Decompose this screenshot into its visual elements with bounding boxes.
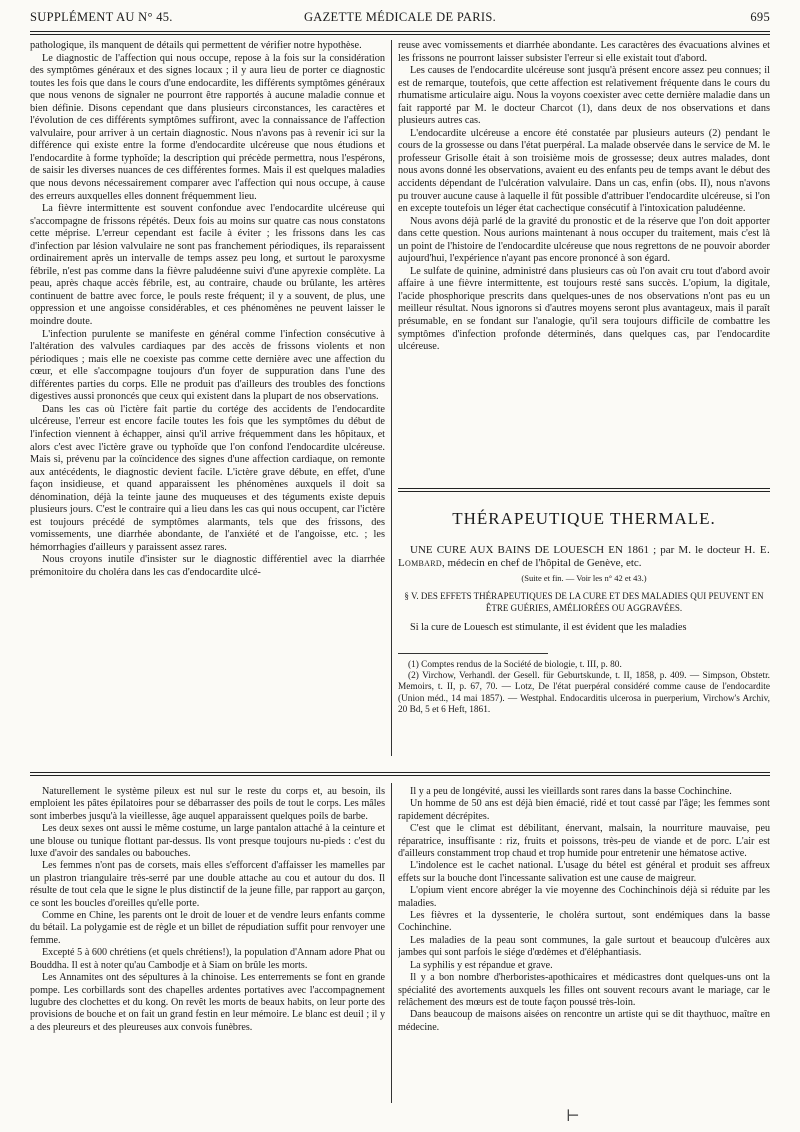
paragraph: Nous avons déjà parlé de la gravité du pronostic et de la réserve que l'on doit apporter dans cette question. Nous aurions maintenant à nous occuper du traitement, mais c'est là un point de l'histoire de l'endocardite ulcéreuse que nous regrettons de ne pouvoir aborder aujourd'hui, l'expérience n'ayant pas encore prononcé à son égard. <box>398 215 770 265</box>
author-name: H. E. Lombard <box>398 544 770 570</box>
byline-title: UNE CURE AUX BAINS DE LOUESCH EN 1861 ; par M. le docteur <box>410 544 745 556</box>
column-endocardite-left <box>30 40 385 750</box>
section-title: THÉRAPEUTIQUE THERMALE. <box>452 509 716 528</box>
footnote: (2) Virchow, Verhandl. der Gesell. für Geburtskunde, t. II, 1858, p. 409. — Simpson, Obstetr. Memoirs, t. II, p. 67, 70. — Lotz, De l'état puerpéral considéré comme cause de l'endocardite (Union méd., 14 mai 1857). — Westphal. Endocarditis ulcerosa in puerperium, Virchow's Archiv, 20 Bd, 5 et 6 Heft, 1861. <box>398 671 770 716</box>
paragraph: Excepté 5 à 600 chrétiens (et quels chrétiens!), la population d'Annam adore Phat ou Bouddha. Il est à noter qu'au Cambodje et à Siam on brûle les morts. <box>30 947 385 971</box>
header-rule <box>30 31 770 32</box>
paragraph: L'endocardite ulcéreuse a encore été constatée par plusieurs auteurs (2) pendant le cours de la grossesse ou dans l'état puerpéral. La malade observée dans le service de M. le professeur Grisolle était à son troisième mois de grossesse; deux autres malades, dont nous avons donné les observations, avaient eu des enfants peu de temps avant le début des accidents dépendant de l'ulcération valvulaire. Dans un cas, enfin (obs. II), nous n'avons pu trouver aucune cause à laquelle il fût possible d'attribuer l'endocardite ulcéreuse, si l'on en excepte toutefois un léger état cachectique consécutif à l'intoxication paludéenne. <box>398 127 770 215</box>
paragraph: Les fièvres et la dyssenterie, le choléra surtout, sont endémiques dans la basse Cochinchine. <box>398 910 770 934</box>
section-rule-double <box>398 491 770 492</box>
paragraph: Le diagnostic de l'affection qui nous occupe, repose à la fois sur la considération des symptômes généraux et des signes locaux ; il y aura lieu de porter ce diagnostic toutes les fois que dans le cours d'une endocardite, les différents symptômes généraux que nous venons de signaler ne pourront être rapportés à aucune maladie connue et bien définie. Disons cependant que dans plusieurs circonstances, les caractères et l'évolution de ces différents symptômes suffiront, avec la connaissance de l'affection valvulaire, pour arriver à un certain diagnostic. Nous n'avons pas à revenir ici sur la différence qui existe entre la forme d'endocardite ulcéreuse que nous étudions et l'endocardite à forme typhoïde; la description qui précède permettra, nous l'espérons, de saisir les diverses nuances de ces différentes formes. Mais il est quelques maladies que nous devons nécessairement comparer avec l'affection qui nous occupe, à cause des erreurs auxquelles elles donnent fréquemment lieu. <box>30 52 385 202</box>
section-rule <box>398 488 770 489</box>
header-page-number: 695 <box>750 10 770 24</box>
paragraph: Un homme de 50 ans est déjà bien émacié, ridé et tout cassé par l'âge; les femmes sont rapidement décrépites. <box>398 798 770 822</box>
paragraph: Les causes de l'endocardite ulcéreuse sont jusqu'à présent encore assez peu connues; il est de remarque, toutefois, que cette affection est relativement fréquente dans le cours du rhumatisme articulaire aigu. Nous la voyons coexister avec cette dernière maladie dans un fait rapporté par M. le docteur Charcot (1), dans deux de nos observations et dans plusieurs autres cas. <box>398 65 770 127</box>
header-journal-title: GAZETTE MÉDICALE DE PARIS. <box>303 10 497 24</box>
column-cochinchine-right <box>398 786 770 1106</box>
header-supplement: SUPPLÉMENT AU N° 45. <box>30 10 173 24</box>
paragraph: Le sulfate de quinine, administré dans plusieurs cas où l'on avait cru tout d'abord avoir affaire à une fièvre intermittente, est toujours resté sans succès. L'opium, la digitale, l'acide phosphorique prescrits dans quelques-unes de nos observations n'ont pas eu un meilleur résultat. Nous ignorons si d'autres moyens seront plus avantageux, mais il paraît présumable, en se fondant sur l'analogie, qu'il sera toujours difficile de combattre les symptômes d'infection profonde déterminés, dans quelques cas, par l'endocardite ulcéreuse. <box>398 265 770 353</box>
article-byline <box>398 544 770 570</box>
therapeutique-article <box>398 544 770 717</box>
paragraph: Comme en Chine, les parents ont le droit de louer et de vendre leurs enfants comme du bétail. La polygamie est de règle et un billet de répudiation suffit pour renvoyer une femme. <box>30 910 385 946</box>
paragraph: C'est que le climat est débilitant, énervant, malsain, la nourriture mauvaise, peu réparatrice, insuffisante : riz, fruits et poissons, très-peu de viande et de porc. L'air est d'ailleurs constamment trop chaud et trop humide pour entretenir une hématose active. <box>398 823 770 860</box>
article-opening: Si la cure de Louesch est stimulante, il est évident que les maladies <box>410 622 687 633</box>
feuilleton-rule-double <box>30 775 770 776</box>
column-endocardite-right <box>398 40 770 480</box>
paragraph: pathologique, ils manquent de détails qui permettent de vérifier notre hypothèse. <box>30 40 362 51</box>
paragraph: L'infection purulente se manifeste en général comme l'infection consécutive à l'altération des valvules cardiaques par des accès de frissons violents et non périodiques ; mais elle ne coexiste pas comme cette dernière avec une affection du cœur, et elle s'accompagne toujours d'un foyer de suppuration dans l'une des différentes parties du corps. Elle ne produit pas d'ailleurs des troubles des fonctions digestives aussi prononcés que ceux qui existent dans la plupart de nos observations. <box>30 328 385 403</box>
paragraph: Les deux sexes ont aussi le même costume, un large pantalon attaché à la ceinture et une blouse ou tunique flottant par-dessus. Ils vont presque toujours nu-pieds : c'est du luxe d'avoir des sandales ou babouches. <box>30 823 385 860</box>
paragraph: Naturellement le système pileux est nul sur le reste du corps et, au besoin, ils emploient les pâtes épilatoires pour se débarrasser des poils de tout le corps. Les mâles sont imberbes jusqu'à la vieillesse, âge auquel apparaissent quelques poils de barbe. <box>30 786 385 822</box>
continuation-note: (Suite et fin. — Voir les n° 42 et 43.) <box>521 573 647 584</box>
paragraph: reuse avec vomissements et diarrhée abondante. Les caractères des évacuations alvines et les frissons ne pourront laisser subsister l'erreur si elle existait tout d'abord. <box>398 40 770 64</box>
paragraph: Les Annamites ont des sépultures à la chinoise. Les enterrements se font en grande pompe. Les corbillards sont des chapelles ardentes portatives avec l'accompagnement lugubre des clochettes et du kong. On revêt les morts de beaux habits, on leur porte des provisions de bouche et on fait un grand festin en leur mémoire. Le blanc est deuil ; il y a des pleureurs et des pleureuses aux convois funèbres. <box>30 972 385 1033</box>
paragraph: Dans les cas où l'ictère fait partie du cortége des accidents de l'endocardite ulcéreuse, l'erreur est encore facile toutes les fois que les symptômes du début de l'infection viennent à échapper, ainsi qu'il arrive fréquemment dans les hôpitaux, et alors c'est avec l'ictère grave ou typhoïde que l'on confond l'endocardite ulcéreuse. Mais si, prévenu par la coïncidence des signes d'une affection cardiaque, on remonte aux antécédents, le diagnostic devient facile. L'ictère grave débute, en effet, d'une façon insidieuse, et quand apparaissent les phénomènes auxquels il doit sa dénomination, déjà la teinte jaune des muqueuses et des téguments existe depuis plusieurs jours. C'est le contraire qui a lieu dans les cas qui nous occupent, car l'ictère est toujours précédé de symptômes alarmants, tels que des frissons, des vomissements, une diarrhée abondante, de l'anxiété et de l'angoisse, etc. ; les hémorrhagies d'ailleurs y paraissent assez rares. <box>30 403 385 553</box>
footnote: (1) Comptes rendus de la Société de biologie, t. III, p. 80. <box>408 659 622 670</box>
column-cochinchine-left <box>30 786 385 1106</box>
paragraph: L'indolence est le cachet national. L'usage du bétel est général et produit ses affreux effets sur la bouche dont l'incessante salivation est une cause de maigreur. <box>398 860 770 884</box>
paragraph: Les femmes n'ont pas de corsets, mais elles s'efforcent d'affaisser les mamelles par un plastron triangulaire très-serré par une double attache au cou et autour du dos. Il résulte de tout cela que le signe le plus distinctif de la jeune fille, par rapport au garçon, ce sont les boucles d'oreilles qu'elle porte. <box>30 860 385 909</box>
section-heading: § V. DES EFFETS THÉRAPEUTIQUES DE LA CURE ET DES MALADIES QUI PEUVENT EN ÊTRE GUÉRIES, AMÉLIORÉES OU AGGRAVÉES. <box>404 591 764 613</box>
margin-mark-icon: ⊢ <box>566 1108 580 1125</box>
paragraph: Il y a bon nombre d'herboristes-apothicaires et médicastres dont quelques-uns ont la spécialité des avortements auxquels les filles ont souvent recours avant le mariage, car le relâchement des mœurs est de toute façon poussé très-loin. <box>398 972 770 1008</box>
paragraph: L'opium vient encore abréger la vie moyenne des Cochinchinois déjà si réduite par les maladies. <box>398 885 770 909</box>
feuilleton-rule <box>30 772 770 773</box>
footnote-rule <box>398 653 548 654</box>
page-header <box>30 10 770 28</box>
paragraph: Dans beaucoup de maisons aisées on rencontre un artiste qui se dit thaythuoc, maître en médecine. <box>398 1009 770 1033</box>
column-separator-bottom <box>391 783 392 1103</box>
paragraph: La syphilis y est répandue et grave. <box>410 959 553 971</box>
paragraph: Les maladies de la peau sont communes, la gale surtout et beaucoup d'ulcères aux jambes qui sont parfois le siége d'œdèmes et d'éléphantiasis. <box>398 934 770 959</box>
header-rule-double <box>30 34 770 35</box>
paragraph: Il y a peu de longévité, aussi les vieillards sont rares dans la basse Cochinchine. <box>410 786 732 797</box>
paragraph: La fièvre intermittente est souvent confondue avec l'endocardite ulcéreuse qui s'accompagne de frissons répétés. Deux fois au moins sur quatre cas nous constatons cette méprise. L'erreur cependant est facile à éviter ; les frissons dans les cas d'infection par lésion valvulaire ne sont pas franchement périodiques, ils reparaissent ordinairement après un intervalle de temps assez peu long, et surtout le paroxysme fébrile, n'est pas comme dans la fièvre paludéenne suivi d'une apyrexie complète. La peau, après chaque accès fébrile, est, au contraire, chaude ou brûlante, les artères continuent de battre avec force, le pouls reste fréquent; il y a souvent, de plus, une oppression et une angoisse considérables, et ces phénomènes ne peuvent laisser le moindre doute. <box>30 203 385 328</box>
author-title: , médecin en chef de l'hôpital de Genève, etc. <box>441 557 642 570</box>
column-separator-top <box>391 40 392 756</box>
paragraph: Nous croyons inutile d'insister sur le diagnostic différentiel avec la diarrhée prémonitoire du choléra dans les cas d'endocardite ulcé- <box>30 554 385 578</box>
